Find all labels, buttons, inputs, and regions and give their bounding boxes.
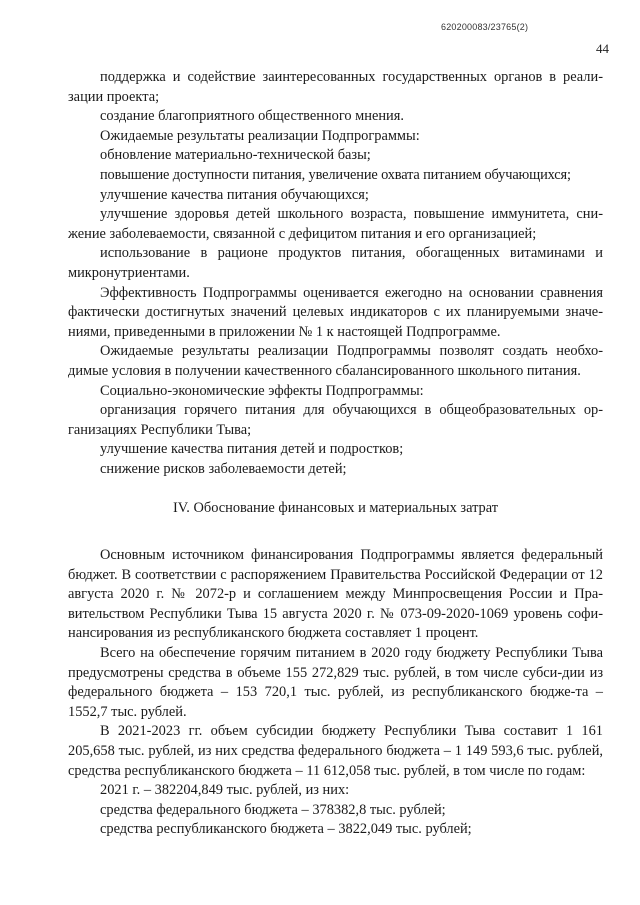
- page-number: 44: [596, 41, 609, 56]
- paragraph-12: организация горячего питания для обучающихся в общеобразовательных ор-ганизациях Республики Тыва;: [68, 402, 603, 438]
- document-id: 620200083/23765(2): [441, 22, 529, 32]
- paragraph-9: Эффективность Подпрограммы оценивается ежегодно на основании сравнения фактически достигнутых значений целевых индикаторов с их планируемыми значе-ниями, приведенными в приложении № 1 к настоящей Подпрограмме.: [68, 284, 603, 340]
- paragraph-18: 2021 г. – 382204,849 тыс. рублей, из них:: [100, 782, 350, 799]
- paragraph-15: Основным источником финансирования Подпрограммы является федеральный бюджет. В соответствии с распоряжением Правительства Российской Федерации от 12 августа 2020 г. № 2072-р и соглашением между Минпросвещения России и Пра-вительством Республики Тыва 15 августа 2020 г. № 073-09-2020-1069 уровень софи-нансирования из республиканского бюджета составляет 1 процент.: [68, 547, 603, 642]
- paragraph-14: снижение рисков заболеваемости детей;: [100, 460, 347, 477]
- paragraph-5: повышение доступности питания, увеличение охвата питанием обучающихся;: [100, 166, 571, 183]
- paragraph-6: улучшение качества питания обучающихся;: [100, 186, 369, 203]
- paragraph-16: Всего на обеспечение горячим питанием в 2020 году бюджету Республики Тыва предусмотрены средства в объеме 155 272,829 тыс. рублей, в том числе субси-дии из федерального бюджета – 153 720,1 тыс. рублей, из республиканского бюдже-та – 1552,7 тыс. рублей.: [68, 645, 603, 720]
- paragraph-4: обновление материально-технической базы;: [100, 147, 371, 164]
- paragraph-20: средства республиканского бюджета – 3822,049 тыс. рублей;: [100, 821, 472, 838]
- paragraph-2: создание благоприятного общественного мнения.: [100, 108, 404, 125]
- paragraph-7: улучшение здоровья детей школьного возраста, повышение иммунитета, сни-жение заболеваемости, связанной с дефицитом питания и его организацией;: [68, 206, 603, 242]
- paragraph-3: Ожидаемые результаты реализации Подпрограммы:: [100, 127, 420, 144]
- paragraph-19: средства федерального бюджета – 378382,8 тыс. рублей;: [100, 801, 446, 818]
- document-body: [68, 68, 603, 840]
- paragraph-17: В 2021-2023 гг. объем субсидии бюджету Республики Тыва составит 1 161 205,658 тыс. рублей, из них средства федерального бюджета – 1 149 593,6 тыс. рублей, средства республиканского бюджета – 11 612,058 тыс. рублей, в том числе по годам:: [68, 723, 603, 779]
- paragraph-1: поддержка и содействие заинтересованных государственных органов в реали-зации проекта;: [68, 69, 603, 105]
- paragraph-8: использование в рационе продуктов питания, обогащенных витаминами и микронутриентами.: [68, 245, 603, 281]
- paragraph-11: Социально-экономические эффекты Подпрограммы:: [100, 382, 424, 399]
- paragraph-10: Ожидаемые результаты реализации Подпрограммы позволят создать необхо-димые условия в получении качественного сбалансированного школьного питания.: [68, 343, 603, 379]
- section-heading: IV. Обоснование финансовых и материальных затрат: [172, 500, 499, 517]
- paragraph-13: улучшение качества питания детей и подростков;: [100, 441, 404, 458]
